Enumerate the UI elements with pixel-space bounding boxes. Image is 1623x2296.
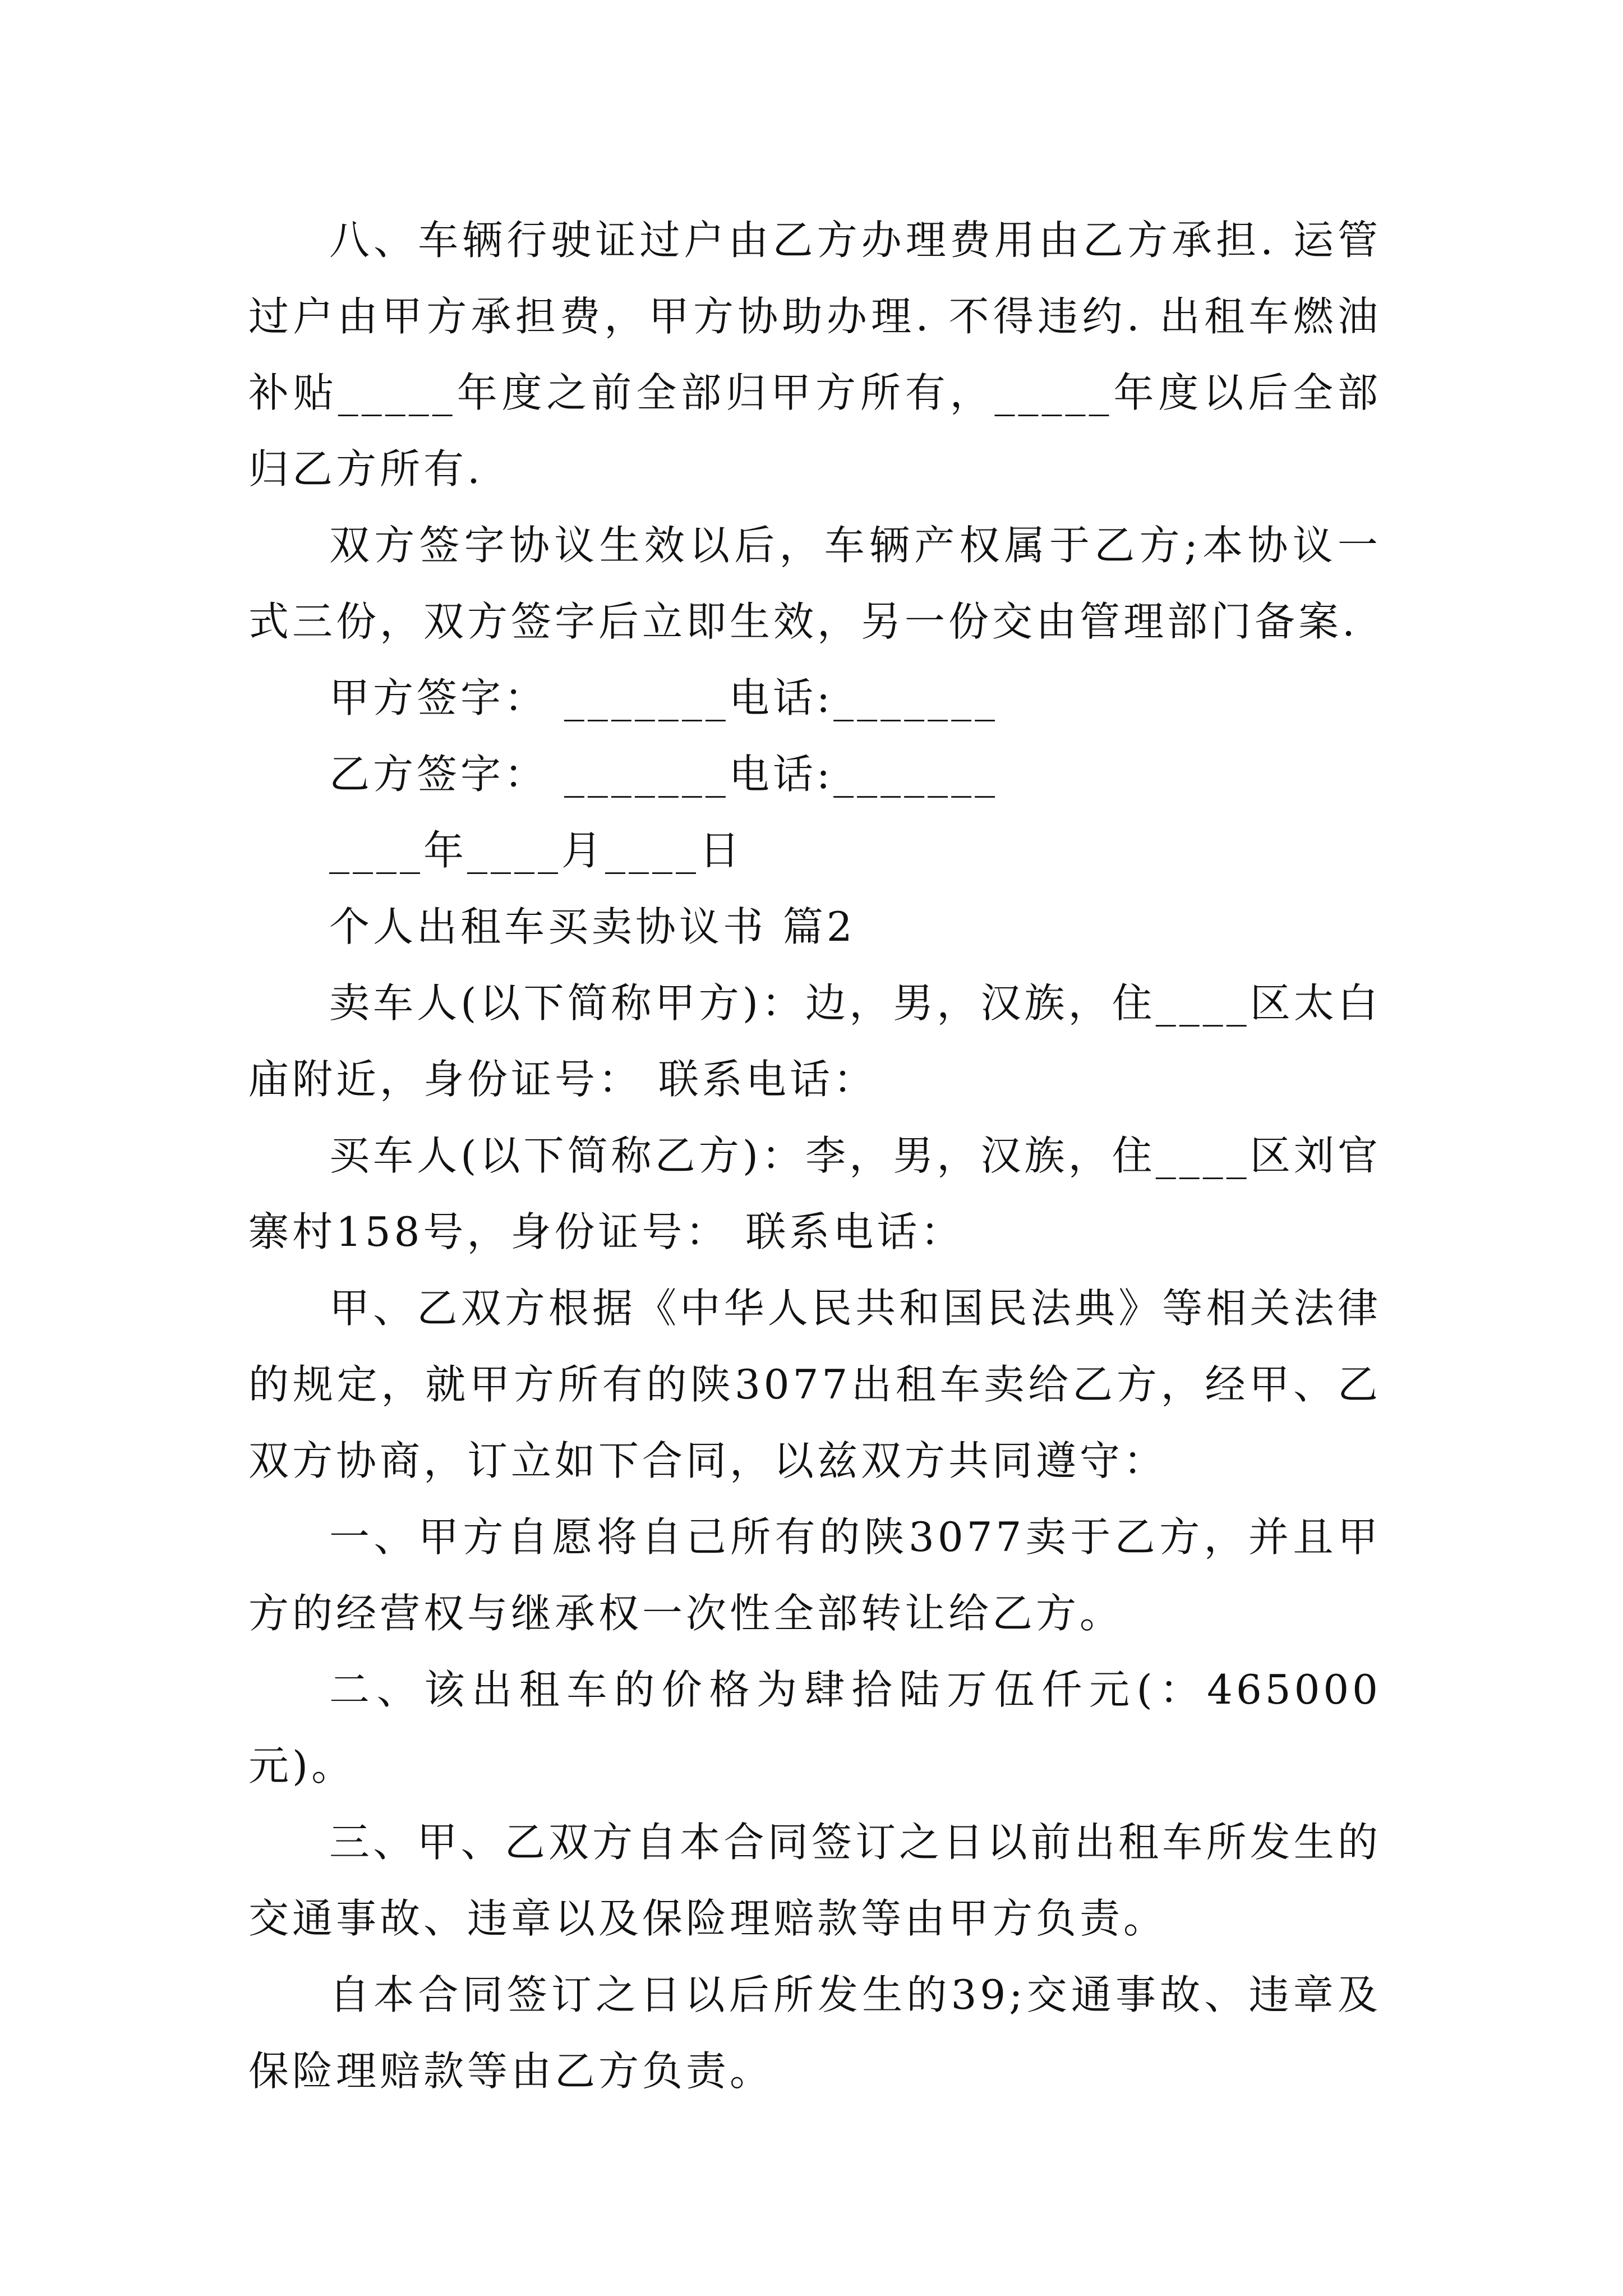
paragraph-clause-8: 八、车辆行驶证过户由乙方办理费用由乙方承担. 运管过户由甲方承担费，甲方协助办理. 不得违约. 出租车燃油补贴_____年度之前全部归甲方所有，_____年度以后全部归乙方所有. — [248, 217, 1381, 493]
signature-party-a: 甲方签字： _______电话:_______ — [329, 674, 999, 721]
paragraph-buyer: 买车人(以下简称乙方)：李，男，汉族，住____区刘官寨村158号，身份证号： 联系电话： — [248, 1132, 1381, 1255]
paragraph-effect: 双方签字协议生效以后，车辆产权属于乙方;本协议一式三份，双方签字后立即生效，另一份交由管理部门备案. — [248, 522, 1381, 645]
signature-party-b: 乙方签字： _______电话:_______ — [329, 751, 999, 798]
paragraph-clause-1: 一、甲方自愿将自己所有的陕3077卖于乙方，并且甲方的经营权与继承权一次性全部转让给乙方。 — [248, 1513, 1381, 1637]
paragraph-clause-3-cont: 自本合同签订之日以后所发生的39;交通事故、违章及保险理赔款等由乙方负责。 — [248, 1971, 1381, 2095]
section-title: 个人出租车买卖协议书 篇2 — [329, 903, 856, 950]
document-body — [248, 202, 1381, 2109]
paragraph-preamble: 甲、乙双方根据《中华人民共和国民法典》等相关法律的规定，就甲方所有的陕3077出租车卖给乙方，经甲、乙双方协商，订立如下合同，以兹双方共同遵守： — [248, 1285, 1381, 1484]
paragraph-clause-3: 三、甲、乙双方自本合同签订之日以前出租车所发生的交通事故、违章以及保险理赔款等由甲方负责。 — [248, 1819, 1381, 1942]
paragraph-seller: 卖车人(以下简称甲方)：边，男，汉族，住____区太白庙附近，身份证号： 联系电话： — [248, 979, 1381, 1103]
date-line: ____年____月____日 — [329, 827, 744, 874]
paragraph-clause-2: 二、该出租车的价格为肆拾陆万伍仟元(：465000元)。 — [248, 1666, 1381, 1789]
